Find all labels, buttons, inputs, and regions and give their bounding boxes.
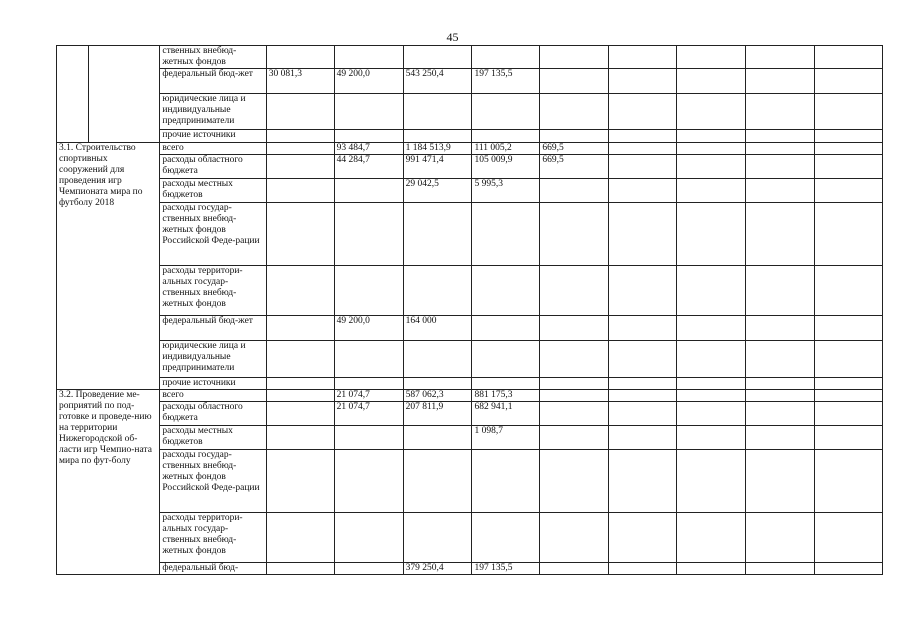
table-row <box>57 402 883 426</box>
value-cell <box>746 130 815 143</box>
value-cell <box>334 513 403 563</box>
value-cell <box>814 94 882 130</box>
value-cell <box>540 316 609 341</box>
table-row <box>57 155 883 179</box>
table-row <box>57 69 883 94</box>
value-cell: 21 074,7 <box>334 402 403 426</box>
value-cell <box>266 94 334 130</box>
value-cell <box>472 266 540 316</box>
value-cell <box>814 316 882 341</box>
value-cell <box>677 316 746 341</box>
value-cell <box>814 69 882 94</box>
value-cell: 543 250,4 <box>403 69 472 94</box>
value-cell <box>472 450 540 513</box>
source-label: всего <box>160 143 266 155</box>
value-cell <box>334 341 403 378</box>
value-cell <box>677 450 746 513</box>
value-cell <box>609 179 677 203</box>
value-cell <box>609 69 677 94</box>
value-cell: 587 062,3 <box>403 390 472 402</box>
value-cell <box>266 130 334 143</box>
value-cell <box>746 426 815 450</box>
source-label: прочие источники <box>160 378 266 390</box>
value-cell <box>746 179 815 203</box>
value-cell <box>540 179 609 203</box>
value-cell: 111 005,2 <box>472 143 540 155</box>
value-cell <box>266 426 334 450</box>
value-cell: 207 811,9 <box>403 402 472 426</box>
value-cell <box>403 426 472 450</box>
value-cell <box>540 450 609 513</box>
source-label: федеральный бюд-жет <box>160 69 266 94</box>
value-cell <box>334 46 403 69</box>
value-cell <box>814 46 882 69</box>
value-cell <box>540 94 609 130</box>
value-cell <box>266 563 334 575</box>
value-cell <box>403 513 472 563</box>
value-cell <box>814 378 882 390</box>
value-cell <box>540 341 609 378</box>
value-cell <box>814 266 882 316</box>
table-row <box>57 378 883 390</box>
value-cell <box>746 341 815 378</box>
value-cell <box>266 341 334 378</box>
value-cell <box>609 155 677 179</box>
value-cell <box>746 378 815 390</box>
table-row <box>57 203 883 266</box>
value-cell <box>677 46 746 69</box>
source-label: расходы государ-ственных внебюд-жетных фондов Российской Феде-рации <box>160 203 266 266</box>
value-cell <box>746 266 815 316</box>
value-cell <box>677 143 746 155</box>
value-cell <box>677 341 746 378</box>
value-cell <box>334 94 403 130</box>
value-cell <box>677 69 746 94</box>
value-cell <box>677 266 746 316</box>
value-cell <box>814 203 882 266</box>
value-cell <box>472 46 540 69</box>
value-cell <box>609 143 677 155</box>
source-label: федеральный бюд- <box>160 563 266 575</box>
value-cell <box>677 203 746 266</box>
value-cell <box>814 179 882 203</box>
value-cell <box>472 341 540 378</box>
value-cell: 881 175,3 <box>472 390 540 402</box>
value-cell <box>814 450 882 513</box>
value-cell: 44 284,7 <box>334 155 403 179</box>
source-label: федеральный бюд-жет <box>160 316 266 341</box>
value-cell: 30 081,3 <box>266 69 334 94</box>
table-row <box>57 341 883 378</box>
value-cell <box>609 390 677 402</box>
value-cell <box>266 316 334 341</box>
source-label: расходы территори-альных государ-ственных внебюд-жетных фондов <box>160 513 266 563</box>
value-cell: 669,5 <box>540 155 609 179</box>
value-cell <box>334 266 403 316</box>
value-cell <box>677 390 746 402</box>
page-number: 45 <box>446 30 459 44</box>
value-cell <box>403 378 472 390</box>
value-cell <box>266 378 334 390</box>
value-cell <box>746 94 815 130</box>
value-cell: 1 098,7 <box>472 426 540 450</box>
value-cell <box>540 513 609 563</box>
value-cell: 379 250,4 <box>403 563 472 575</box>
value-cell: 49 200,0 <box>334 316 403 341</box>
value-cell <box>609 46 677 69</box>
value-cell <box>403 130 472 143</box>
value-cell <box>266 203 334 266</box>
budget-table <box>56 45 883 575</box>
value-cell <box>746 390 815 402</box>
value-cell <box>266 155 334 179</box>
value-cell <box>334 426 403 450</box>
value-cell: 49 200,0 <box>334 69 403 94</box>
value-cell <box>540 563 609 575</box>
value-cell <box>746 143 815 155</box>
value-cell <box>540 69 609 94</box>
value-cell <box>609 450 677 513</box>
value-cell <box>334 179 403 203</box>
value-cell <box>609 130 677 143</box>
value-cell <box>677 155 746 179</box>
value-cell <box>814 563 882 575</box>
value-cell <box>472 94 540 130</box>
source-label: расходы областного бюджета <box>160 402 266 426</box>
source-label: расходы государ-ственных внебюд-жетных фондов Российской Феде-рации <box>160 450 266 513</box>
section-title: 3.2. Проведение ме-роприятий по под-готовке и проведе-нию на территории Нижегородской об-ласти игр Чемпио-ната мира по фут-болу <box>57 390 160 575</box>
section-title: 3.1. Строительство спортивных сооружений для проведения игр Чемпионата мира по футболу 2018 <box>57 143 160 390</box>
value-cell <box>334 450 403 513</box>
value-cell <box>266 513 334 563</box>
value-cell <box>266 450 334 513</box>
value-cell <box>609 513 677 563</box>
value-cell <box>403 450 472 513</box>
table-row <box>57 143 883 155</box>
value-cell <box>403 46 472 69</box>
table-row <box>57 563 883 575</box>
value-cell <box>609 341 677 378</box>
source-label: ственных внебюд-жетных фондов <box>160 46 266 69</box>
source-label: юридические лица и индивидуальные предприниматели <box>160 341 266 378</box>
value-cell <box>540 203 609 266</box>
value-cell <box>403 266 472 316</box>
value-cell <box>540 426 609 450</box>
value-cell <box>677 94 746 130</box>
value-cell <box>814 155 882 179</box>
value-cell <box>472 203 540 266</box>
value-cell <box>609 563 677 575</box>
value-cell <box>609 94 677 130</box>
value-cell <box>746 513 815 563</box>
value-cell <box>266 402 334 426</box>
source-label: всего <box>160 390 266 402</box>
table-row <box>57 426 883 450</box>
value-cell <box>814 341 882 378</box>
value-cell <box>472 378 540 390</box>
value-cell <box>746 450 815 513</box>
value-cell: 105 009,9 <box>472 155 540 179</box>
table-row <box>57 316 883 341</box>
value-cell <box>677 513 746 563</box>
value-cell <box>609 203 677 266</box>
value-cell <box>677 378 746 390</box>
value-cell <box>677 426 746 450</box>
value-cell <box>266 143 334 155</box>
table-row <box>57 450 883 513</box>
value-cell <box>814 143 882 155</box>
value-cell: 669,5 <box>540 143 609 155</box>
value-cell <box>609 316 677 341</box>
value-cell <box>266 266 334 316</box>
value-cell <box>266 390 334 402</box>
value-cell: 197 135,5 <box>472 69 540 94</box>
value-cell: 1 184 513,9 <box>403 143 472 155</box>
source-label: прочие источники <box>160 130 266 143</box>
value-cell <box>746 155 815 179</box>
value-cell <box>677 179 746 203</box>
source-label: расходы территори-альных государ-ственных внебюд-жетных фондов <box>160 266 266 316</box>
value-cell: 991 471,4 <box>403 155 472 179</box>
value-cell: 93 484,7 <box>334 143 403 155</box>
value-cell <box>334 130 403 143</box>
source-label: расходы местных бюджетов <box>160 426 266 450</box>
row-number-cell <box>57 46 89 143</box>
table-row <box>57 46 883 69</box>
value-cell <box>814 426 882 450</box>
value-cell <box>609 402 677 426</box>
value-cell <box>746 46 815 69</box>
value-cell <box>472 130 540 143</box>
value-cell <box>677 402 746 426</box>
source-label: юридические лица и индивидуальные предприниматели <box>160 94 266 130</box>
value-cell <box>814 402 882 426</box>
table-row <box>57 179 883 203</box>
value-cell <box>814 130 882 143</box>
value-cell <box>540 378 609 390</box>
table-row <box>57 513 883 563</box>
value-cell <box>746 316 815 341</box>
value-cell <box>403 94 472 130</box>
value-cell <box>472 316 540 341</box>
value-cell: 21 074,7 <box>334 390 403 402</box>
value-cell <box>677 563 746 575</box>
value-cell <box>334 563 403 575</box>
value-cell <box>334 378 403 390</box>
value-cell <box>746 563 815 575</box>
value-cell <box>677 130 746 143</box>
value-cell: 29 042,5 <box>403 179 472 203</box>
value-cell: 164 000 <box>403 316 472 341</box>
value-cell <box>403 203 472 266</box>
table-row <box>57 266 883 316</box>
value-cell: 682 941,1 <box>472 402 540 426</box>
source-label: расходы областного бюджета <box>160 155 266 179</box>
value-cell <box>540 130 609 143</box>
value-cell <box>266 46 334 69</box>
value-cell: 197 135,5 <box>472 563 540 575</box>
value-cell <box>540 402 609 426</box>
table-row <box>57 130 883 143</box>
value-cell <box>609 426 677 450</box>
value-cell <box>609 378 677 390</box>
value-cell <box>540 266 609 316</box>
section-title-cell <box>89 46 160 143</box>
value-cell <box>814 513 882 563</box>
value-cell <box>540 46 609 69</box>
value-cell <box>746 69 815 94</box>
table-row <box>57 94 883 130</box>
value-cell <box>609 266 677 316</box>
value-cell <box>334 203 403 266</box>
value-cell: 5 995,3 <box>472 179 540 203</box>
value-cell <box>746 402 815 426</box>
source-label: расходы местных бюджетов <box>160 179 266 203</box>
value-cell <box>403 341 472 378</box>
value-cell <box>266 179 334 203</box>
table-row <box>57 390 883 402</box>
value-cell <box>746 203 815 266</box>
value-cell <box>814 390 882 402</box>
value-cell <box>472 513 540 563</box>
value-cell <box>540 390 609 402</box>
